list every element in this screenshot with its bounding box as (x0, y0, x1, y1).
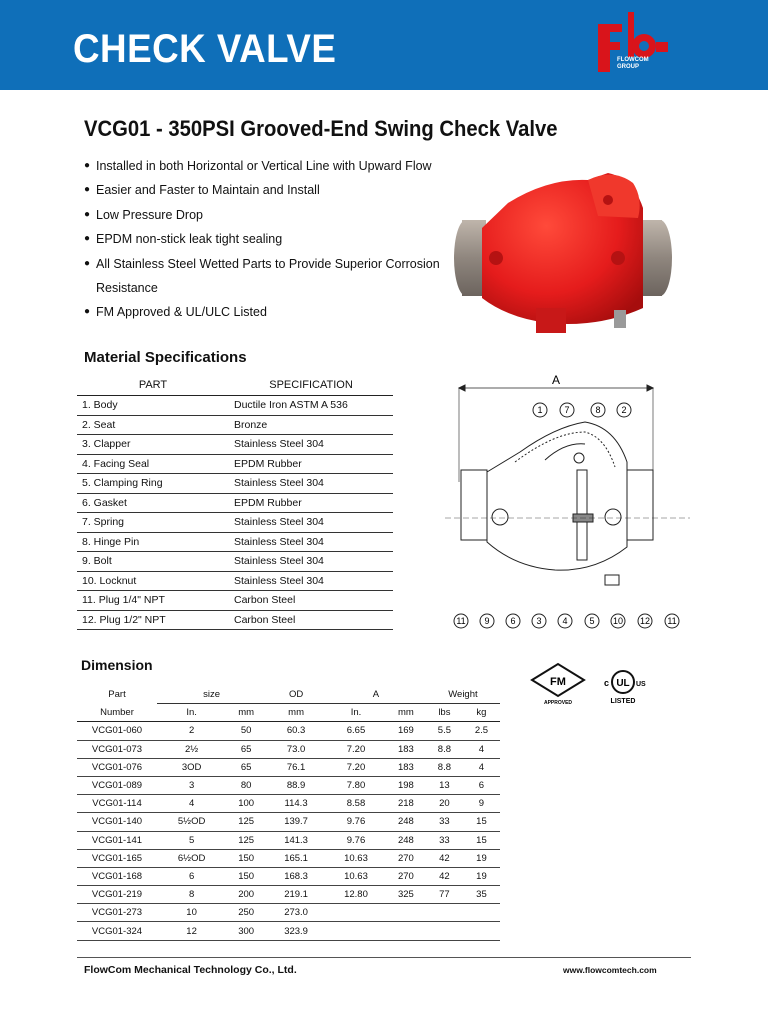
size-in-cell: 3 (157, 776, 226, 794)
flowcom-logo (594, 12, 674, 82)
od-mm-cell: 88.9 (266, 776, 326, 794)
callout-label: 4 (562, 616, 568, 626)
specification-cell: Carbon Steel (229, 591, 393, 611)
size-in-cell: 2½ (157, 740, 226, 758)
weight-lbs-cell: 33 (426, 831, 463, 849)
a-mm-cell: 325 (386, 886, 426, 904)
part-cell: 12. Plug 1/2" NPT (77, 610, 229, 630)
part-cell: 5. Clamping Ring (77, 474, 229, 494)
specification-cell: Stainless Steel 304 (229, 571, 393, 591)
weight-lbs-cell (426, 904, 463, 922)
specification-cell: Stainless Steel 304 (229, 552, 393, 572)
size-in-cell: 12 (157, 922, 226, 940)
callout-label: 7 (564, 405, 570, 415)
od-mm-cell: 114.3 (266, 795, 326, 813)
part-cell: 10. Locknut (77, 571, 229, 591)
specification-cell: Bronze (229, 415, 393, 435)
weight-lbs-cell: 42 (426, 867, 463, 885)
callout-label: 6 (510, 616, 516, 626)
ul-listed-icon (604, 671, 646, 705)
specification-cell: Ductile Iron ASTM A 536 (229, 396, 393, 416)
od-mm-cell: 273.0 (266, 904, 326, 922)
weight-kg-cell: 2.5 (463, 722, 500, 740)
callout-label: 8 (595, 405, 601, 415)
a-mm-cell: 169 (386, 722, 426, 740)
size-in-cell: 5½OD (157, 813, 226, 831)
table-row (77, 831, 500, 849)
weight-lbs-cell: 77 (426, 886, 463, 904)
callout-label: 5 (589, 616, 595, 626)
table-row (77, 922, 500, 940)
dimension-title: Dimension (81, 657, 153, 673)
feature-list (84, 154, 454, 325)
specification-cell: Stainless Steel 304 (229, 513, 393, 533)
table-row (77, 474, 393, 494)
a-in-cell: 8.58 (326, 795, 386, 813)
svg-text:LISTED: LISTED (610, 698, 636, 705)
od-mm-cell: 219.1 (266, 886, 326, 904)
feature-item: ● EPDM non-stick leak tight sealing (84, 227, 454, 251)
a-in-cell: 7.20 (326, 758, 386, 776)
part-number-cell: VCG01-140 (77, 813, 157, 831)
table-header-row (77, 686, 500, 704)
part-cell: 7. Spring (77, 513, 229, 533)
svg-text:c: c (604, 678, 610, 688)
specification-cell: EPDM Rubber (229, 493, 393, 513)
column-header-a-in: In. (326, 704, 386, 722)
table-row (77, 454, 393, 474)
top-callouts (533, 403, 631, 417)
part-cell: 4. Facing Seal (77, 454, 229, 474)
table-row (77, 904, 500, 922)
part-number-cell: VCG01-141 (77, 831, 157, 849)
a-mm-cell: 183 (386, 740, 426, 758)
part-cell: 8. Hinge Pin (77, 532, 229, 552)
a-mm-cell: 270 (386, 849, 426, 867)
callout-label: 11 (456, 616, 466, 626)
size-mm-cell: 200 (226, 886, 266, 904)
column-header-specification: SPECIFICATION (229, 375, 393, 396)
callout-label: 3 (536, 616, 542, 626)
valve-photo (448, 158, 678, 348)
od-mm-cell: 141.3 (266, 831, 326, 849)
column-header-weight-kg: kg (463, 704, 500, 722)
table-row (77, 886, 500, 904)
size-in-cell: 6½OD (157, 849, 226, 867)
size-mm-cell: 50 (226, 722, 266, 740)
table-row (77, 722, 500, 740)
size-mm-cell: 150 (226, 849, 266, 867)
part-number-cell: VCG01-060 (77, 722, 157, 740)
part-number-cell: VCG01-073 (77, 740, 157, 758)
footer-divider (77, 957, 691, 958)
svg-text:APPROVED: APPROVED (543, 700, 573, 706)
feature-item: ● FM Approved & UL/ULC Listed (84, 300, 454, 324)
material-spec-title: Material Specifications (84, 349, 247, 366)
od-mm-cell: 139.7 (266, 813, 326, 831)
feature-item: ● Installed in both Horizontal or Vertical Line with Upward Flow (84, 154, 454, 178)
od-mm-cell: 168.3 (266, 867, 326, 885)
column-header-weight: Weight (426, 686, 500, 704)
size-in-cell: 2 (157, 722, 226, 740)
size-mm-cell: 65 (226, 758, 266, 776)
column-header-part: PART (77, 375, 229, 396)
feature-item: ● All Stainless Steel Wetted Parts to Provide Superior Corrosion (84, 252, 454, 276)
table-row (77, 435, 393, 455)
part-number-cell: VCG01-168 (77, 867, 157, 885)
weight-kg-cell: 15 (463, 831, 500, 849)
size-mm-cell: 125 (226, 813, 266, 831)
dimension-label-a: A (551, 373, 561, 387)
part-cell: 3. Clapper (77, 435, 229, 455)
size-mm-cell: 80 (226, 776, 266, 794)
weight-kg-cell: 4 (463, 740, 500, 758)
weight-kg-cell (463, 904, 500, 922)
specification-cell: Stainless Steel 304 (229, 532, 393, 552)
size-mm-cell: 65 (226, 740, 266, 758)
part-cell: 11. Plug 1/4" NPT (77, 591, 229, 611)
a-in-cell: 12.80 (326, 886, 386, 904)
weight-kg-cell: 19 (463, 867, 500, 885)
product-title: VCG01 - 350PSI Grooved-End Swing Check Valve (84, 116, 558, 141)
a-in-cell (326, 904, 386, 922)
column-header-a-mm: mm (386, 704, 426, 722)
callout-label: 1 (537, 405, 543, 415)
a-mm-cell: 248 (386, 813, 426, 831)
od-mm-cell: 165.1 (266, 849, 326, 867)
callout-label: 10 (612, 616, 624, 626)
size-in-cell: 6 (157, 867, 226, 885)
weight-lbs-cell: 42 (426, 849, 463, 867)
specification-cell: Stainless Steel 304 (229, 474, 393, 494)
a-in-cell: 10.63 (326, 867, 386, 885)
footer-company: FlowCom Mechanical Technology Co., Ltd. (84, 964, 297, 976)
part-number-cell: VCG01-219 (77, 886, 157, 904)
svg-text:US: US (636, 681, 646, 688)
a-in-cell: 9.76 (326, 813, 386, 831)
part-cell: 2. Seat (77, 415, 229, 435)
weight-lbs-cell: 8.8 (426, 758, 463, 776)
column-header-od: OD (266, 686, 326, 704)
a-mm-cell: 218 (386, 795, 426, 813)
callout-label: 9 (484, 616, 490, 626)
feature-item: ● Low Pressure Drop (84, 203, 454, 227)
a-mm-cell: 183 (386, 758, 426, 776)
column-header-size-mm: mm (226, 704, 266, 722)
column-header-part: Part (108, 689, 126, 701)
table-row (77, 795, 500, 813)
size-in-cell: 4 (157, 795, 226, 813)
header-banner (0, 0, 768, 90)
table-row (77, 740, 500, 758)
size-in-cell: 10 (157, 904, 226, 922)
size-mm-cell: 300 (226, 922, 266, 940)
size-mm-cell: 100 (226, 795, 266, 813)
weight-lbs-cell: 5.5 (426, 722, 463, 740)
part-number-cell: VCG01-089 (77, 776, 157, 794)
material-spec-table (77, 375, 393, 630)
weight-kg-cell: 15 (463, 813, 500, 831)
a-in-cell: 7.20 (326, 740, 386, 758)
weight-kg-cell: 4 (463, 758, 500, 776)
weight-kg-cell: 35 (463, 886, 500, 904)
specification-cell: Carbon Steel (229, 610, 393, 630)
part-cell: 6. Gasket (77, 493, 229, 513)
column-header-weight-lbs: lbs (426, 704, 463, 722)
weight-kg-cell: 19 (463, 849, 500, 867)
table-row (77, 591, 393, 611)
table-row (77, 849, 500, 867)
callout-label: 11 (667, 616, 677, 626)
column-header-od-mm: mm (266, 704, 326, 722)
weight-kg-cell: 6 (463, 776, 500, 794)
table-row (77, 532, 393, 552)
table-row (77, 813, 500, 831)
weight-lbs-cell: 33 (426, 813, 463, 831)
column-header-number: Number (77, 704, 157, 722)
bottom-callouts (454, 614, 679, 628)
part-number-cell: VCG01-076 (77, 758, 157, 776)
size-mm-cell: 125 (226, 831, 266, 849)
table-row (77, 513, 393, 533)
a-mm-cell (386, 904, 426, 922)
od-mm-cell: 323.9 (266, 922, 326, 940)
certification-marks (528, 658, 688, 708)
table-row (77, 415, 393, 435)
svg-text:UL: UL (616, 678, 630, 689)
od-mm-cell: 76.1 (266, 758, 326, 776)
column-header-size: size (157, 686, 266, 704)
a-in-cell: 6.65 (326, 722, 386, 740)
a-in-cell: 9.76 (326, 831, 386, 849)
footer-website: www.flowcomtech.com (563, 965, 657, 975)
size-in-cell: 3OD (157, 758, 226, 776)
part-cell: 9. Bolt (77, 552, 229, 572)
table-header-row (77, 375, 393, 396)
size-mm-cell: 250 (226, 904, 266, 922)
a-in-cell: 10.63 (326, 849, 386, 867)
a-mm-cell: 198 (386, 776, 426, 794)
table-row (77, 396, 393, 416)
od-mm-cell: 60.3 (266, 722, 326, 740)
table-row (77, 867, 500, 885)
feature-item-continued: Resistance (96, 281, 158, 296)
table-row (77, 610, 393, 630)
table-row (77, 776, 500, 794)
a-mm-cell: 248 (386, 831, 426, 849)
weight-lbs-cell: 8.8 (426, 740, 463, 758)
part-number-cell: VCG01-114 (77, 795, 157, 813)
valve-section-diagram (445, 372, 690, 634)
callout-label: 12 (639, 616, 651, 626)
size-in-cell: 8 (157, 886, 226, 904)
weight-lbs-cell: 20 (426, 795, 463, 813)
a-mm-cell: 270 (386, 867, 426, 885)
part-number-cell: VCG01-165 (77, 849, 157, 867)
a-in-cell (326, 922, 386, 940)
svg-text:FM: FM (550, 676, 566, 688)
column-header-size-in: In. (157, 704, 226, 722)
part-cell: 1. Body (77, 396, 229, 416)
weight-lbs-cell: 13 (426, 776, 463, 794)
size-mm-cell: 150 (226, 867, 266, 885)
page-title: CHECK VALVE (73, 27, 337, 71)
dimension-table (77, 686, 500, 941)
column-header-a: A (326, 686, 426, 704)
table-row (77, 758, 500, 776)
weight-kg-cell (463, 922, 500, 940)
specification-cell: Stainless Steel 304 (229, 435, 393, 455)
feature-item: ● Easier and Faster to Maintain and Install (84, 178, 454, 202)
table-row (77, 552, 393, 572)
logo-caption: FLOWCOM GROUP (617, 57, 649, 70)
a-in-cell: 7.80 (326, 776, 386, 794)
fm-approved-icon (532, 664, 584, 706)
table-row (77, 493, 393, 513)
weight-lbs-cell (426, 922, 463, 940)
od-mm-cell: 73.0 (266, 740, 326, 758)
size-in-cell: 5 (157, 831, 226, 849)
table-row (77, 571, 393, 591)
specification-cell: EPDM Rubber (229, 454, 393, 474)
part-number-cell: VCG01-273 (77, 904, 157, 922)
part-number-cell: VCG01-324 (77, 922, 157, 940)
callout-label: 2 (621, 405, 627, 415)
weight-kg-cell: 9 (463, 795, 500, 813)
a-mm-cell (386, 922, 426, 940)
table-subheader-row (77, 704, 500, 722)
